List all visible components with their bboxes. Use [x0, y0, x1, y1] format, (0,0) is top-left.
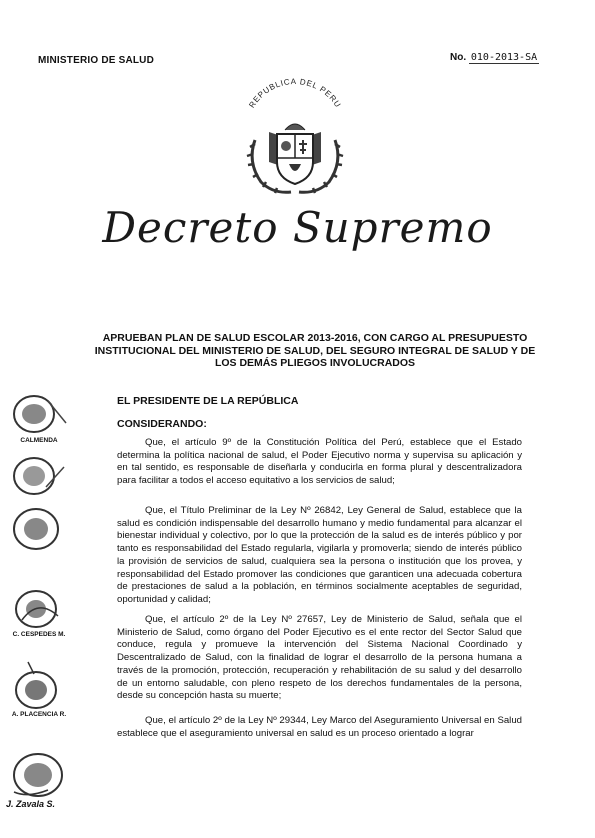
- official-seal-icon: [8, 588, 70, 638]
- paragraph: Que, el Título Preliminar de la Ley Nº 26842, Ley General de Salud, establece que la salud es condición indispensable del desarrollo humano y medio fundamental para alcanzar el bienestar individual y colectivo, por lo que la protección de la salud es de interés público y por tanto es responsabilidad del Estado regularla, vigilarla y promoverla; siendo de interés público la provisión de servicios de salud, cualquiera sea la persona o institución que los provea, y responsabilidad del Estado promover las condiciones que garanticen una adecuada cobertura de prestaciones de salud a la población, en términos socialmente aceptables de seguridad, oportunidad y calidad;: [117, 505, 522, 605]
- seal-label: C. CESPEDES M.: [12, 631, 66, 638]
- official-seal-icon: [8, 752, 70, 798]
- seal-label: A. PLACENCIA R.: [11, 711, 67, 718]
- official-seal-icon: [8, 505, 70, 553]
- doc-number-value: 010-2013-SA: [470, 52, 538, 63]
- seal-label: CALMENDA: [20, 437, 58, 444]
- document-number: [450, 52, 539, 63]
- paragraph: Que, el artículo 9º de la Constitución Política del Perú, establece que el Estado determina la política nacional de salud, el Poder Ejecutivo norma y supervisa su aplicación y en tal sentido, es responsable de diseñarla y conducirla en forma plural y descentralizadora para facilitar a todos el acceso equitativo a los servicios de salud;: [117, 437, 522, 487]
- president-heading: EL PRESIDENTE DE LA REPÚBLICA: [117, 395, 299, 407]
- official-seal-icon: [8, 455, 70, 497]
- paragraph: Que, el artículo 2º de la Ley Nº 27657, Ley de Ministerio de Salud, señala que el Ministerio de Salud, como órgano del Poder Ejecutivo es el ente rector del Sector Salud que conduce, regula y promueve la intervención del Sistema Nacional Coordinado y Descentralizado de Salud, con la finalidad de lograr el desarrollo de la persona humana a través de la promoción, protección, recuperación y rehabilitación de su salud y del desarrollo de un entorno saludable, con pleno respeto de los derechos fundamentales de la persona, desde su concepción hasta su muerte;: [117, 614, 522, 702]
- svg-text:REPUBLICA DEL PERU: [247, 77, 342, 110]
- crest-text: REPUBLICA DEL PERU: [247, 76, 343, 110]
- decree-title: Decreto Supremo: [102, 203, 493, 252]
- official-seal-icon: [8, 436, 70, 444]
- official-seal-icon: [8, 393, 70, 435]
- official-seal-icon: [8, 660, 70, 718]
- signature-label: J. Zavala S.: [6, 799, 56, 809]
- ministry-name: MINISTERIO DE SALUD: [38, 55, 155, 66]
- doc-number-label: No.: [450, 52, 467, 63]
- paragraph: Que, el artículo 2º de la Ley Nº 29344, Ley Marco del Aseguramiento Universal en Salud establece que el aseguramiento universal en salud es un proceso orientado a lograr: [117, 715, 522, 739]
- peru-coat-of-arms-icon: [225, 70, 365, 200]
- considering-heading: CONSIDERANDO:: [117, 418, 207, 430]
- approval-title: APRUEBAN PLAN DE SALUD ESCOLAR 2013-2016, CON CARGO AL PRESUPUESTO INSTITUCIONAL DEL MINISTERIO DE SALUD, DEL SEGURO INTEGRAL DE SALUD Y DE LOS DEMÁS PLIEGOS INVOLUCRADOS: [94, 332, 536, 369]
